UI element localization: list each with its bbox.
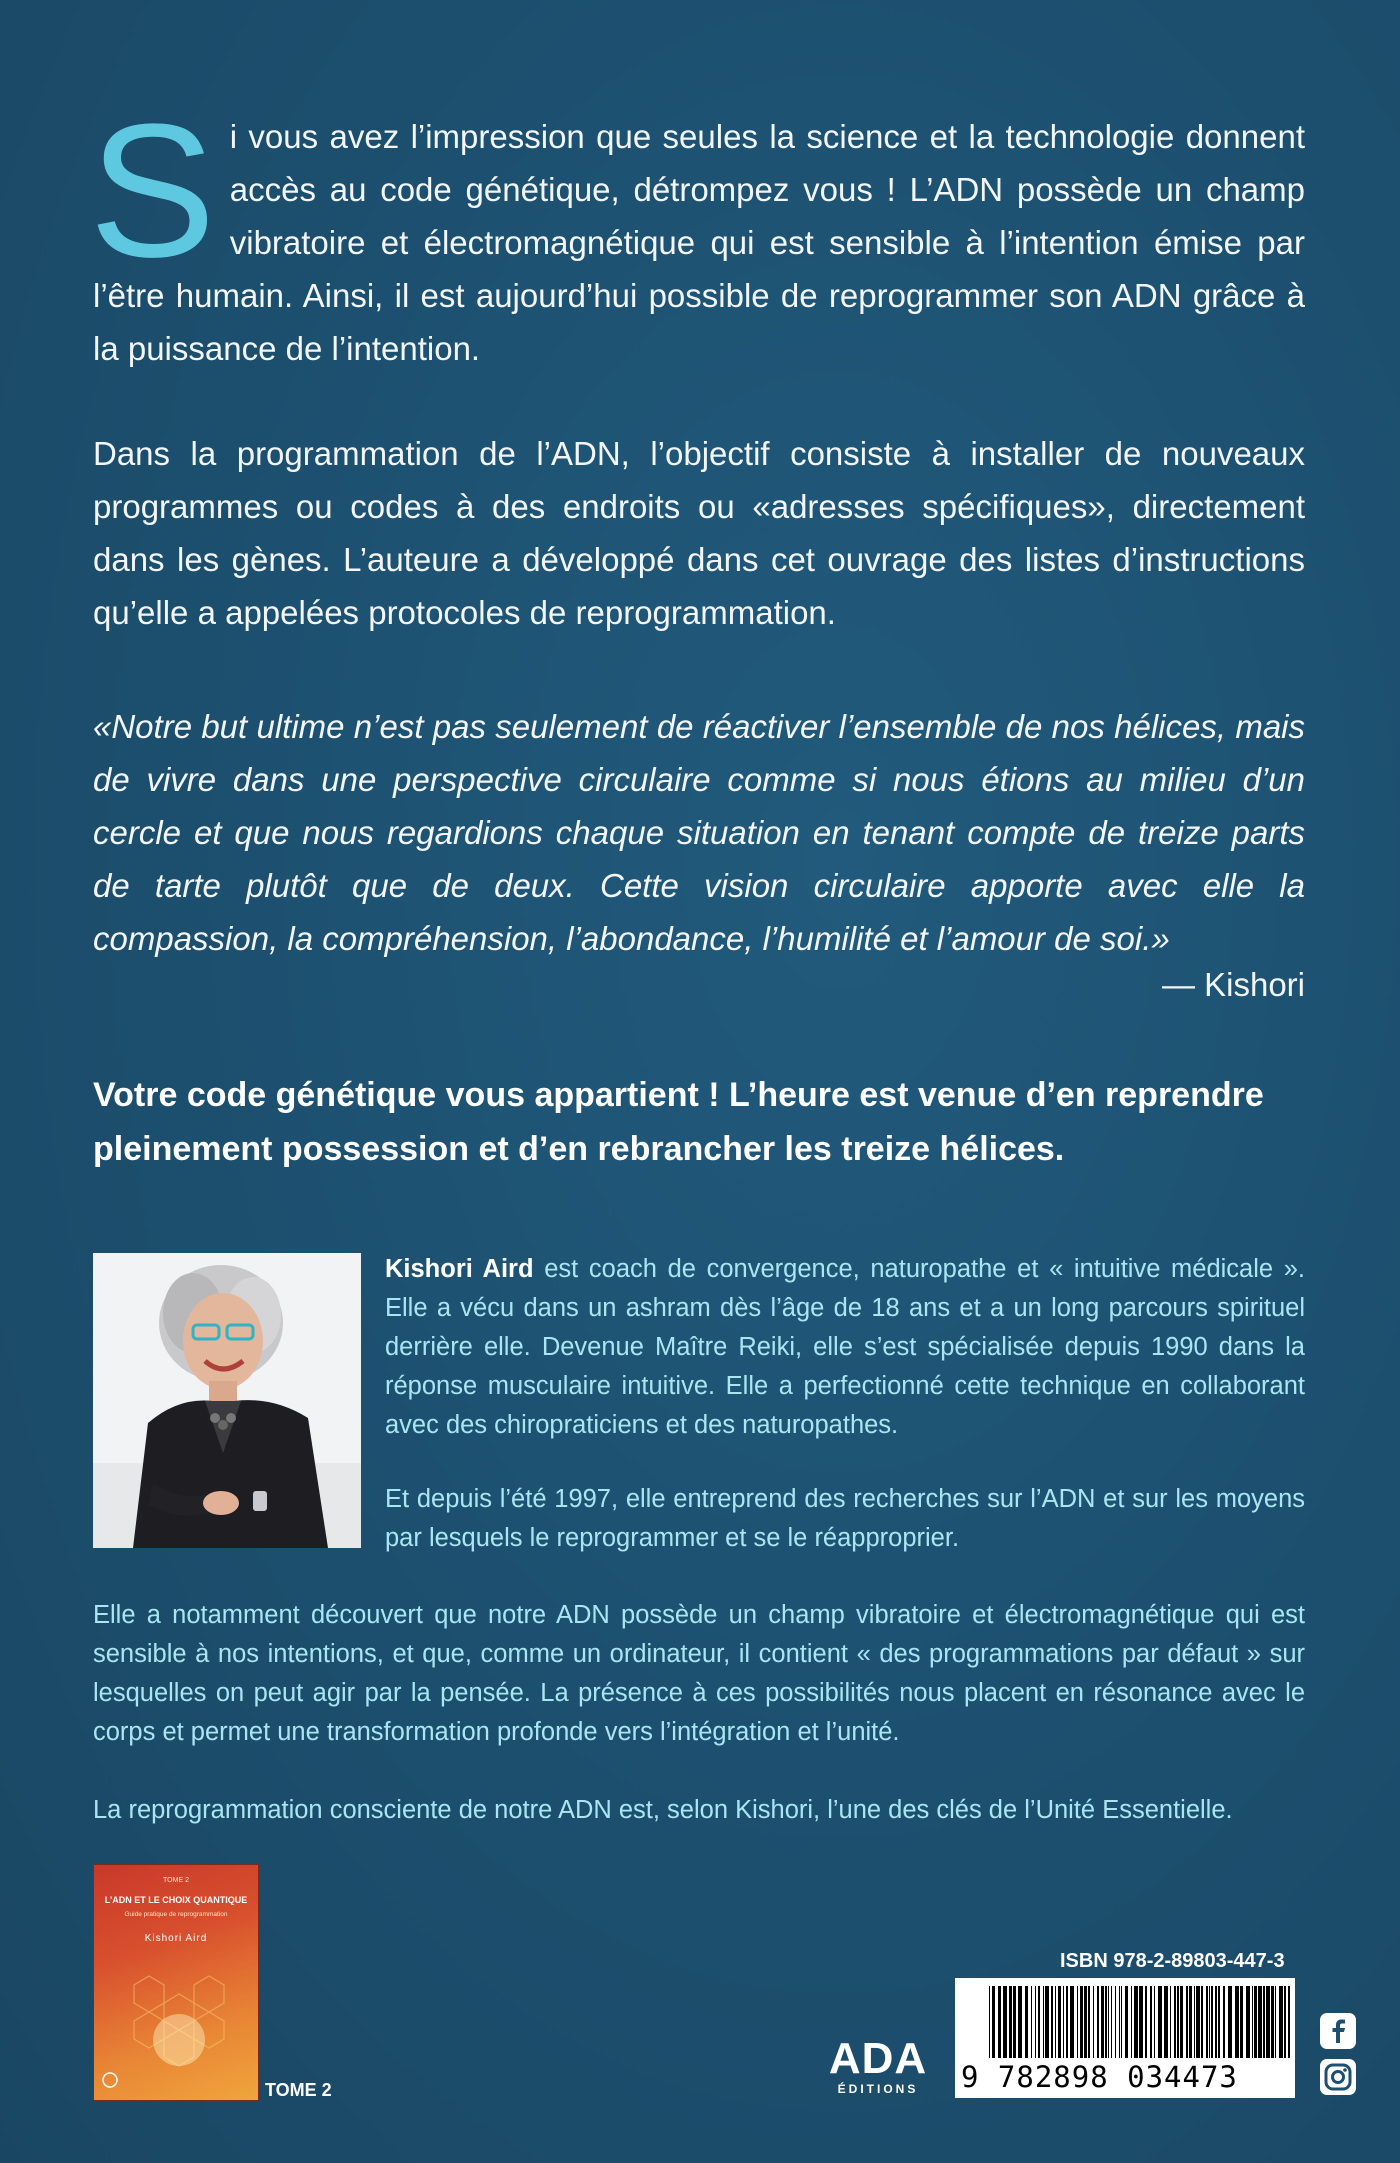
ada-editions-logo bbox=[822, 2036, 934, 2100]
barcode-bar bbox=[1003, 1986, 1007, 2058]
barcode-bar bbox=[1139, 1986, 1143, 2058]
barcode-bar bbox=[1097, 1986, 1099, 2058]
barcode-bar bbox=[1131, 1986, 1132, 2058]
barcode-bar bbox=[1070, 1986, 1074, 2058]
author-bio-1 bbox=[385, 1250, 1305, 1445]
barcode-bar bbox=[1180, 1986, 1183, 2058]
barcode-bar bbox=[1038, 1986, 1040, 2058]
barcode-bar bbox=[1145, 1986, 1147, 2058]
tome-cover-title: L’ADN ET LE CHOIX QUANTIQUE bbox=[104, 1895, 248, 1905]
barcode-bar bbox=[1228, 1986, 1232, 2058]
barcode-bar bbox=[1031, 1986, 1032, 2058]
barcode-bar bbox=[1088, 1986, 1090, 2058]
barcode-bar bbox=[1240, 1986, 1243, 2058]
barcode-bar bbox=[1045, 1986, 1049, 2058]
intro-paragraph bbox=[89, 85, 1305, 375]
barcode-bar bbox=[1108, 1986, 1109, 2058]
barcode-bar bbox=[1013, 1986, 1016, 2058]
tome-cover-subtitle: Guide pratique de reprogrammation bbox=[124, 1911, 228, 1918]
author-bio-4: La reprogrammation consciente de notre ADN est, selon Kishori, l’une des clés de l’Unité Essentielle. bbox=[93, 1796, 1233, 1824]
barcode-bar bbox=[1080, 1986, 1083, 2058]
barcode-bar bbox=[1189, 1986, 1192, 2058]
barcode-bar bbox=[1279, 1986, 1283, 2058]
barcode-bar bbox=[1093, 1986, 1094, 2058]
barcode-bar bbox=[1035, 1986, 1036, 2058]
barcode-bar bbox=[1111, 1986, 1112, 2058]
author-name: Kishori Aird bbox=[385, 1255, 534, 1283]
barcode-bar bbox=[1025, 1986, 1028, 2058]
barcode bbox=[955, 1978, 1295, 2098]
barcode-bar bbox=[1263, 1986, 1265, 2058]
barcode-bar bbox=[1275, 1986, 1276, 2058]
barcode-bar bbox=[1218, 1986, 1220, 2058]
barcode-bar bbox=[1177, 1986, 1179, 2058]
barcode-bar bbox=[1084, 1986, 1087, 2058]
barcode-bar bbox=[1055, 1986, 1056, 2058]
tome-label: TOME 2 bbox=[265, 2080, 332, 2100]
tome-cover-thumbnail bbox=[93, 1864, 259, 2101]
barcode-bar bbox=[1258, 1986, 1262, 2058]
barcode-bar bbox=[1077, 1986, 1078, 2058]
author-bio-3: Elle a notamment découvert que notre ADN possède un champ vibratoire et électromagnétique qui est sensible à nos intentions, et que, comme un ordinateur, il contient « des programmations par défaut » sur lesquelles on peut agir par la pensée. La présence à ces possibilités nous placent en résonance avec le corps et permet une transformation profonde vers l’intégration et l’unité. bbox=[93, 1601, 1305, 1746]
barcode-bar bbox=[1105, 1986, 1107, 2058]
barcode-bar bbox=[1252, 1986, 1253, 2058]
barcode-bar bbox=[1164, 1986, 1168, 2058]
author-photo bbox=[93, 1253, 361, 1548]
barcode-bar bbox=[1284, 1986, 1286, 2058]
instagram-icon bbox=[1320, 2059, 1356, 2095]
barcode-bar bbox=[1158, 1986, 1162, 2058]
barcode-bar bbox=[992, 1986, 995, 2058]
isbn-label: ISBN 978-2-89803-447-3 bbox=[1060, 1950, 1285, 1972]
barcode-bar bbox=[1043, 1986, 1044, 2058]
barcode-bar bbox=[1196, 1986, 1200, 2058]
tome-cover-author: Kishori Aird bbox=[144, 1933, 208, 1944]
barcode-bar bbox=[989, 1986, 990, 2058]
barcode-bar bbox=[1246, 1986, 1250, 2058]
barcode-bar bbox=[998, 1986, 1001, 2058]
publisher-name: ADA bbox=[828, 2034, 928, 2083]
barcode-digits: 9 782898 034473 bbox=[961, 2060, 1238, 2094]
barcode-bar bbox=[1209, 1986, 1210, 2058]
barcode-bar bbox=[1223, 1986, 1225, 2058]
barcode-bar bbox=[1063, 1986, 1064, 2058]
barcode-bar bbox=[1018, 1986, 1022, 2058]
barcode-bar bbox=[1051, 1986, 1053, 2058]
barcode-bar bbox=[1154, 1986, 1155, 2058]
barcode-bar bbox=[1101, 1986, 1104, 2058]
barcode-bar bbox=[1254, 1986, 1257, 2058]
barcode-bar bbox=[1194, 1986, 1195, 2058]
barcode-bar bbox=[1235, 1986, 1239, 2058]
publisher-sub: ÉDITIONS bbox=[837, 2082, 919, 2096]
tagline: Votre code génétique vous appartient ! L’heure est venue d’en reprendre pleinement possession et d’en rebrancher les treize hélices. bbox=[93, 1076, 1264, 1168]
barcode-bar bbox=[1119, 1986, 1120, 2058]
barcode-bar bbox=[1009, 1986, 1012, 2058]
barcode-bar bbox=[1134, 1986, 1138, 2058]
barcode-bar bbox=[1150, 1986, 1152, 2058]
barcode-bar bbox=[1271, 1986, 1274, 2058]
barcode-bar bbox=[1170, 1986, 1171, 2058]
barcode-bar bbox=[1186, 1986, 1188, 2058]
facebook-icon bbox=[1320, 2013, 1356, 2049]
barcode-bar bbox=[1115, 1986, 1116, 2058]
barcode-bar bbox=[1211, 1986, 1213, 2058]
barcode-bar bbox=[1121, 1986, 1122, 2058]
barcode-bar bbox=[1201, 1986, 1203, 2058]
author-bio-1-text: est coach de convergence, naturopathe et « intuitive médicale ». Elle a vécu dans un ashram dès l’âge de 18 ans et a un long parcours spirituel derrière elle. Devenue Maître Reiki, elle s’est spécialisée depuis 1990 dans la réponse musculaire intuitive. Elle a perfectionné cette technique en collaborant avec des chiropraticiens et des naturopathes. bbox=[385, 1255, 1306, 1439]
barcode-bar bbox=[1066, 1986, 1068, 2058]
intro-text: i vous avez l’impression que seules la science et la technologie donnent accès au code génétique, détrompez vous ! L’ADN possède un champ vibratoire et électromagnétique qui est sensible à l’intention émise par l’être humain. Ainsi, il est aujourd’hui possible de reprogrammer son ADN grâce à la puissance de l’intention. bbox=[93, 118, 1305, 367]
barcode-bar bbox=[1174, 1986, 1176, 2058]
programming-paragraph: Dans la programmation de l’ADN, l’objectif consiste à installer de nouveaux programmes ou codes à des endroits ou «adresses spécifiques», directement dans les gènes. L’auteure a développé dans cet ouvrage des listes d’instructions qu’elle a appelées protocoles de reprogrammation. bbox=[93, 435, 1305, 631]
barcode-bar bbox=[1215, 1986, 1217, 2058]
barcode-bar bbox=[1125, 1986, 1128, 2058]
barcode-bar bbox=[1266, 1986, 1270, 2058]
author-bio-2: Et depuis l’été 1997, elle entreprend des recherches sur l’ADN et sur les moyens par lesquels le reprogrammer et se le réapproprier. bbox=[385, 1485, 1305, 1552]
quote-text: «Notre but ultime n’est pas seulement de réactiver l’ensemble de nos hélices, mais de vivre dans une perspective circulaire comme si nous étions au milieu d’un cercle et que nous regardions chaque situation en tenant compte de treize parts de tarte plutôt que de deux. Cette vision circulaire apporte avec elle la compassion, la compréhension, l’abondance, l’humilité et l’amour de soi.» bbox=[93, 708, 1305, 957]
barcode-bar bbox=[1206, 1986, 1208, 2058]
barcode-bar bbox=[1058, 1986, 1061, 2058]
tome-cover-top: TOME 2 bbox=[163, 1877, 189, 1884]
drop-cap-letter: S bbox=[89, 85, 216, 297]
quote-attribution: — Kishori bbox=[1161, 966, 1305, 1003]
barcode-bar bbox=[1288, 1986, 1290, 2058]
